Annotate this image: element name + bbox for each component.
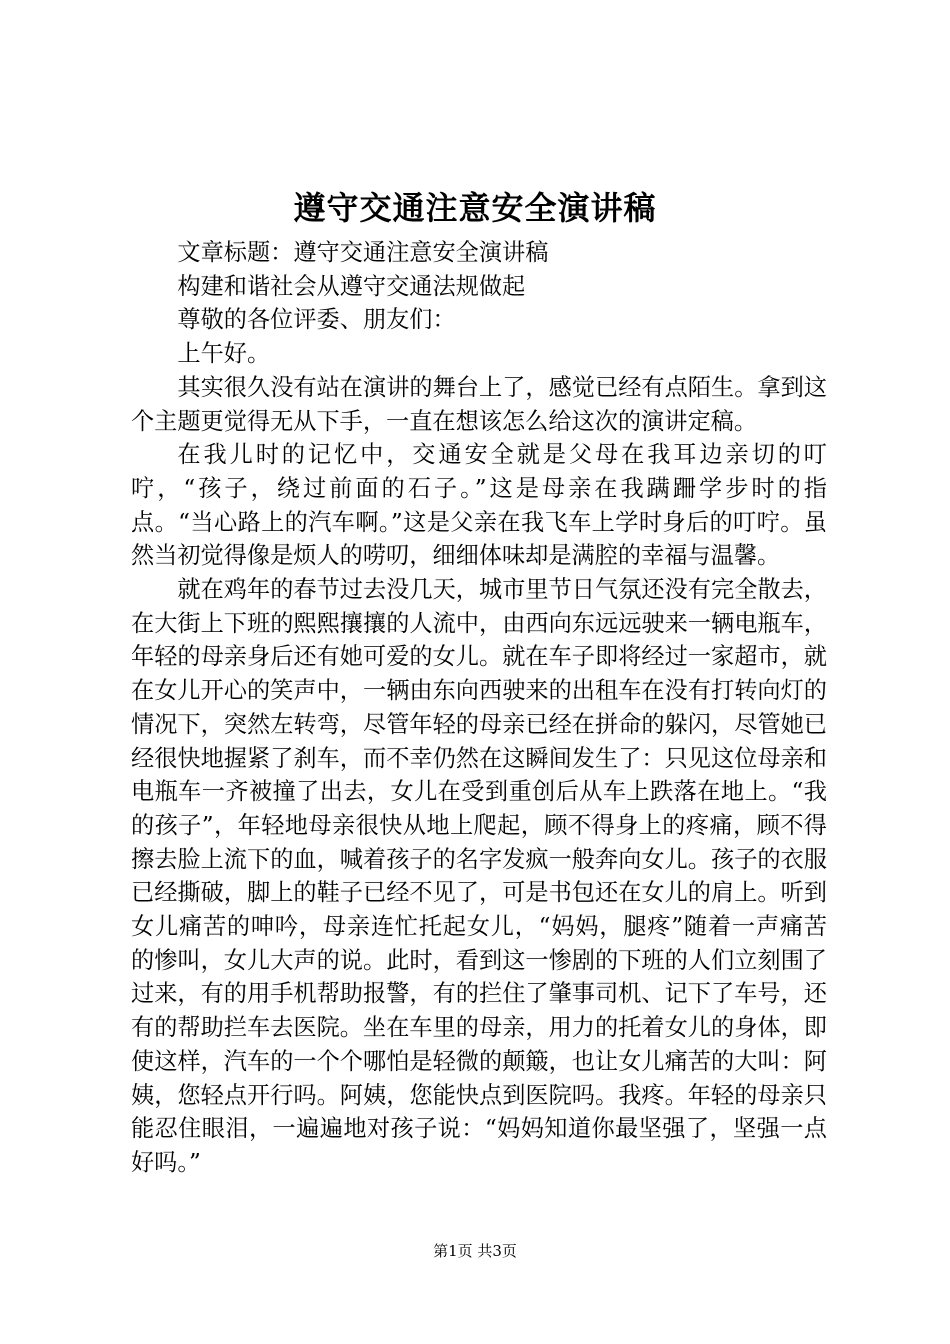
document-body: [131, 236, 827, 1180]
page-footer: 第1页 共3页: [433, 1242, 517, 1260]
paragraph-greeting: 上午好。: [177, 340, 271, 368]
paragraph-subtitle: 构建和谐社会从遵守交通法规做起: [177, 272, 526, 300]
paragraph-childhood-memory: 在我儿时的记忆中，交通安全就是父母在我耳边亲切的叮咛，“孩子，绕过前面的石子。”这是母亲在我蹒跚学步时的指点。“当心路上的汽车啊。”这是父亲在我飞车上学时身后的叮咛。虽然当初觉得像是烦人的唠叨，细细体味却是满腔的幸福与温馨。: [131, 441, 827, 570]
document-title: 遵守交通注意安全演讲稿: [293, 189, 657, 227]
paragraph-accident-story: 就在鸡年的春节过去没几天，城市里节日气氛还没有完全散去，在大街上下班的熙熙攘攘的人流中，由西向东远远驶来一辆电瓶车，年轻的母亲身后还有她可爱的女儿。就在车子即将经过一家超市，就在女儿开心的笑声中，一辆由东向西驶来的出租车在没有打转向灯的情况下，突然左转弯，尽管年轻的母亲已经在拼命的躲闪，尽管她已经很快地握紧了刹车，而不幸仍然在这瞬间发生了：只见这位母亲和电瓶车一齐被撞了出去，女儿在受到重创后从车上跌落在地上。“我的孩子”，年轻地母亲很快从地上爬起，顾不得身上的疼痛，顾不得擦去脸上流下的血，喊着孩子的名字发疯一般奔向女儿。孩子的衣服已经撕破，脚上的鞋子已经不见了，可是书包还在女儿的肩上。听到女儿痛苦的呻吟，母亲连忙托起女儿，“妈妈，腿疼”随着一声痛苦的惨叫，女儿大声的说。此时，看到这一惨剧的下班的人们立刻围了过来，有的用手机帮助报警，有的拦住了肇事司机、记下了车号，还有的帮助拦车去医院。坐在车里的母亲，用力的托着女儿的身体，即使这样，汽车的一个个哪怕是轻微的颠簸，也让女儿痛苦的大叫：阿姨，您轻点开行吗。阿姨，您能快点到医院吗。我疼。年轻的母亲只能忍住眼泪，一遍遍地对孩子说：“妈妈知道你最坚强了，坚强一点好吗。”: [131, 576, 827, 1176]
paragraph-intro: 其实很久没有站在演讲的舞台上了，感觉已经有点陌生。拿到这个主题更觉得无从下手，一直在想该怎么给这次的演讲定稿。: [131, 373, 827, 435]
paragraph-salutation: 尊敬的各位评委、朋友们：: [177, 306, 456, 334]
paragraph-article-title: 文章标题：遵守交通注意安全演讲稿: [177, 239, 549, 266]
